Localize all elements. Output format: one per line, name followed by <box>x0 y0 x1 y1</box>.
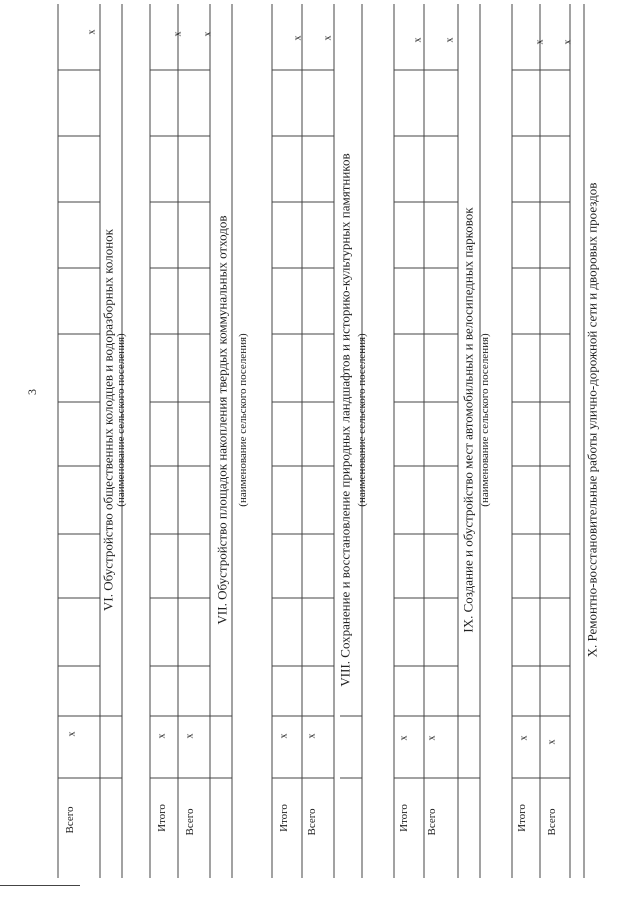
settlement-caption: (наименование сельского поселения) <box>237 333 249 507</box>
table-grid-lines <box>58 4 584 878</box>
cross-mark: x <box>534 39 546 45</box>
cross-mark: x <box>66 731 78 737</box>
cross-mark: x <box>322 35 334 41</box>
subtotal-label: Итого <box>516 804 528 832</box>
cross-mark: x <box>412 37 424 43</box>
section-title: X. Ремонтно-восстановительные работы улично-дорожной сети и дворовых проездов <box>584 182 600 658</box>
section-title: IX. Создание и обустройство мест автомобильных и велосипедных парковок <box>460 207 476 633</box>
cross-mark: x <box>426 735 438 741</box>
total-label: Всего <box>64 806 76 834</box>
section-title: VIII. Сохранение и восстановление природных ландшафтов и историко-культурных памятников <box>337 153 353 687</box>
cross-mark: x <box>86 29 98 35</box>
section-title: VI. Обустройство общественных колодцев и водоразборных колонок <box>100 229 116 611</box>
subtotal-label: Итого <box>156 804 168 832</box>
total-label: Всего <box>426 808 438 836</box>
subtotal-label: Итого <box>398 804 410 832</box>
cross-mark: x <box>184 733 196 739</box>
subtotal-label: Итого <box>278 804 290 832</box>
cross-mark: x <box>398 735 410 741</box>
cross-mark: x <box>202 31 214 37</box>
footnote-separator <box>0 885 80 886</box>
total-label: Всего <box>546 808 558 836</box>
cross-mark: x <box>546 739 558 745</box>
page-number: 3 <box>25 389 39 395</box>
table-texts <box>25 30 600 836</box>
cross-mark: x <box>518 735 530 741</box>
settlement-caption: (наименование сельского поселения) <box>356 333 368 507</box>
settlement-caption: (наименование сельского поселения) <box>479 333 491 507</box>
total-label: Всего <box>306 808 318 836</box>
cross-mark: x <box>172 31 184 37</box>
total-label: Всего <box>184 808 196 836</box>
settlement-caption: (наименование сельского поселения) <box>115 333 127 507</box>
cross-mark: x <box>292 35 304 41</box>
cross-mark: x <box>278 733 290 739</box>
cross-mark: x <box>156 733 168 739</box>
cross-mark: x <box>562 39 574 45</box>
cross-mark: x <box>306 733 318 739</box>
section-title: VII. Обустройство площадок накопления твердых коммунальных отходов <box>214 215 230 625</box>
cross-mark: x <box>444 37 456 43</box>
